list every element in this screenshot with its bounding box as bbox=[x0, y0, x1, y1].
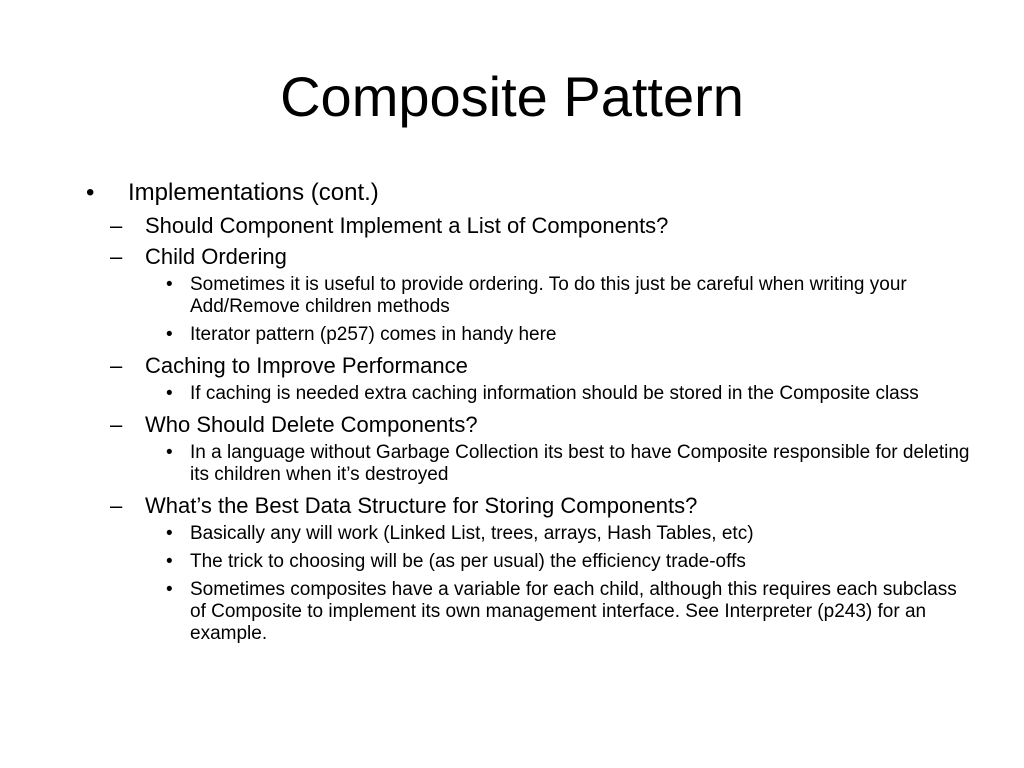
detail-text: Sometimes composites have a variable for each child, although this requires each subclass of Composite to implement its own management interface. See Interpreter (p243) for an example. bbox=[190, 579, 957, 644]
bullet-marker: • bbox=[166, 324, 173, 345]
detail-text: Iterator pattern (p257) comes in handy here bbox=[190, 324, 557, 345]
detail-item bbox=[0, 523, 1024, 545]
bullet-marker: • bbox=[166, 523, 173, 544]
sub-item-delete-components bbox=[0, 411, 1024, 439]
dash-marker: – bbox=[110, 493, 123, 518]
dash-marker: – bbox=[110, 213, 123, 238]
bullet-marker: • bbox=[166, 579, 173, 600]
detail-item bbox=[0, 551, 1024, 573]
bullet-text: Implementations (cont.) bbox=[128, 179, 379, 206]
detail-item bbox=[0, 274, 1024, 318]
bullet-marker: • bbox=[166, 442, 173, 463]
detail-text: In a language without Garbage Collection its best to have Composite responsible for deleting its children when it’s destroyed bbox=[190, 442, 970, 485]
sub-item-text: What’s the Best Data Structure for Storing Components? bbox=[145, 493, 698, 518]
dash-marker: – bbox=[110, 244, 123, 269]
detail-item bbox=[0, 324, 1024, 346]
sub-item-text: Caching to Improve Performance bbox=[145, 353, 468, 378]
sub-item-child-ordering bbox=[0, 243, 1024, 271]
bullet-marker: • bbox=[166, 551, 173, 572]
sub-item-text: Child Ordering bbox=[145, 244, 287, 269]
detail-text: If caching is needed extra caching information should be stored in the Composite class bbox=[190, 383, 919, 404]
bullet-list bbox=[0, 178, 1024, 651]
bullet-marker: • bbox=[166, 274, 173, 295]
bullet-item-implementations bbox=[0, 178, 1024, 208]
bullet-marker: • bbox=[166, 383, 173, 404]
sub-item-text: Who Should Delete Components? bbox=[145, 412, 478, 437]
detail-item bbox=[0, 383, 1024, 405]
sub-item-data-structure bbox=[0, 492, 1024, 520]
detail-text: The trick to choosing will be (as per usual) the efficiency trade-offs bbox=[190, 551, 746, 572]
sub-item-component-list bbox=[0, 212, 1024, 240]
detail-text: Basically any will work (Linked List, trees, arrays, Hash Tables, etc) bbox=[190, 523, 754, 544]
detail-item bbox=[0, 442, 1024, 486]
bullet-marker: • bbox=[86, 179, 95, 206]
dash-marker: – bbox=[110, 412, 123, 437]
slide-title: Composite Pattern bbox=[280, 65, 744, 128]
detail-item bbox=[0, 579, 1024, 645]
sub-item-caching bbox=[0, 352, 1024, 380]
sub-item-text: Should Component Implement a List of Components? bbox=[145, 213, 669, 238]
dash-marker: – bbox=[110, 353, 123, 378]
detail-text: Sometimes it is useful to provide ordering. To do this just be careful when writing your Add/Remove children methods bbox=[190, 274, 907, 317]
